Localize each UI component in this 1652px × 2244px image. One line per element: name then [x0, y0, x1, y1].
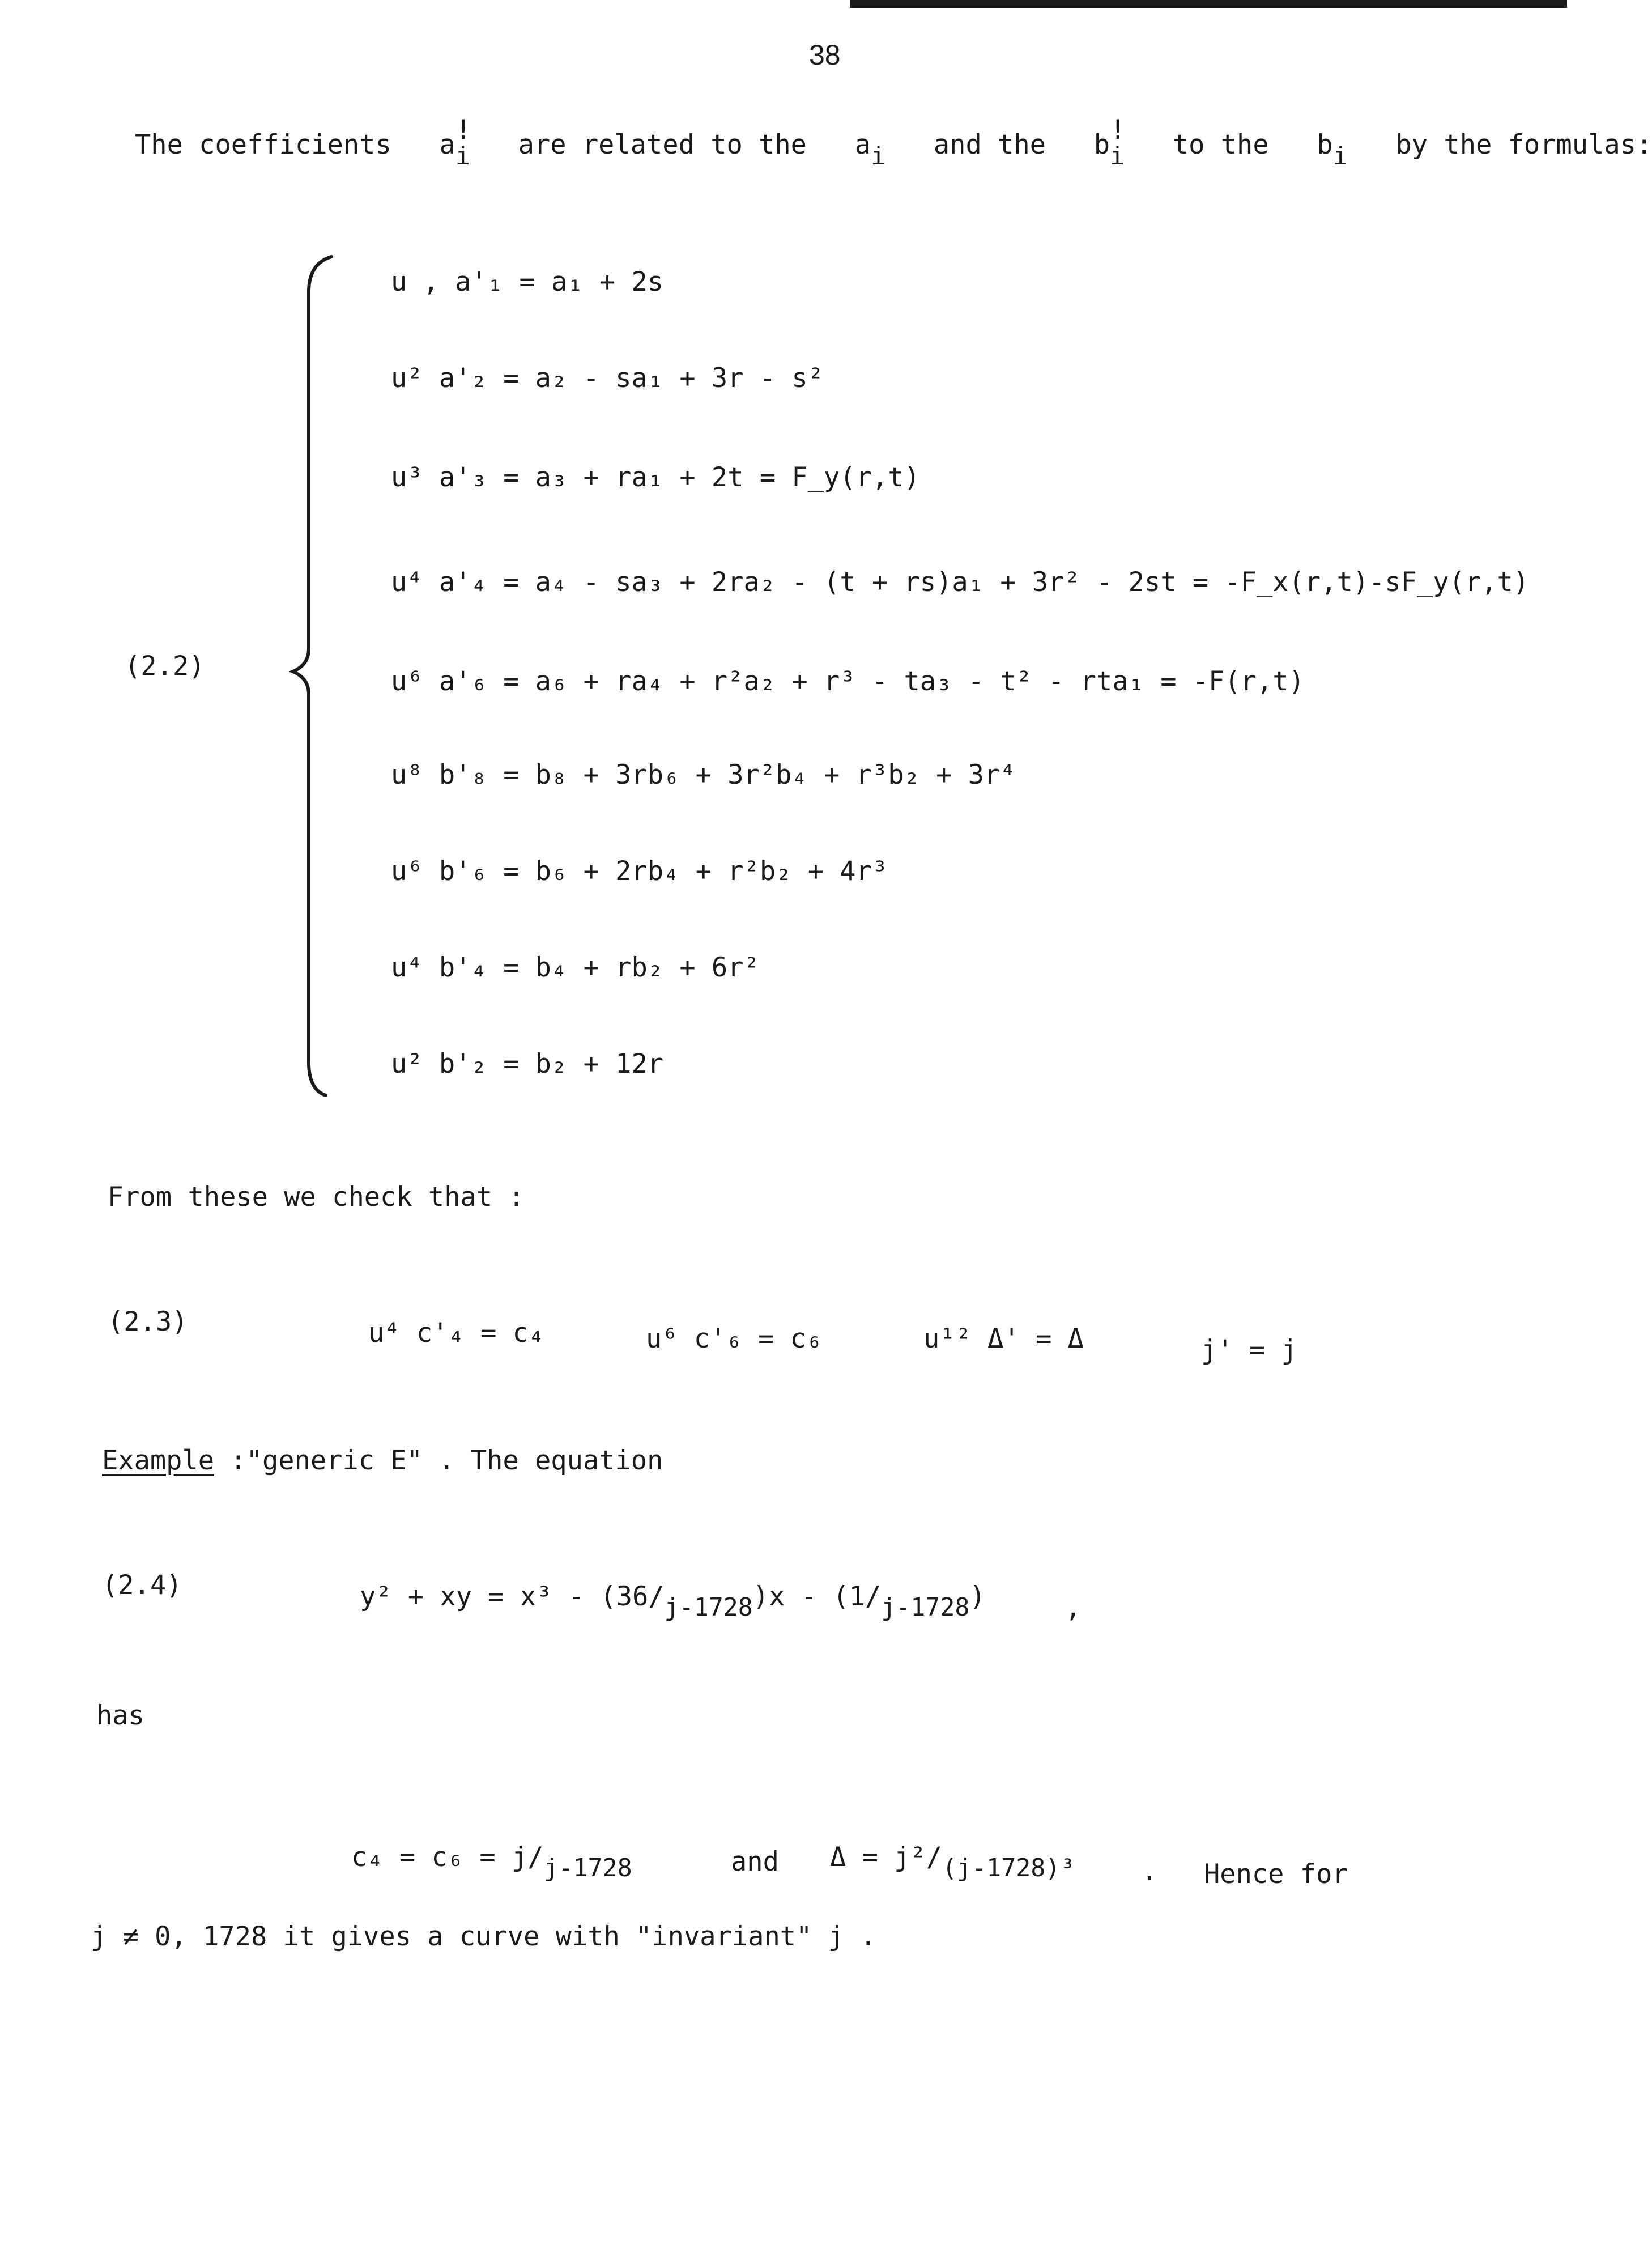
- b-i-symbol: bi: [1317, 129, 1348, 171]
- page-number: 38: [809, 39, 841, 71]
- a-i-prime-symbol: a ! i: [439, 114, 472, 171]
- intro-sentence: [135, 114, 1652, 171]
- final-line: j ≠ 0, 1728 it gives a curve with "invariant" j .: [91, 1921, 876, 1952]
- equation-row: u , a'₁ = a₁ + 2s: [391, 266, 664, 298]
- intro-text-4: to the: [1172, 129, 1269, 160]
- c-formula: $c_4 = c_6 = j/_{j-1728}$: [351, 1842, 632, 1883]
- equation-row: u⁶ a'₆ = a₆ + ra₄ + r²a₂ + r³ - ta₃ - t² - rta₁ = -F(r,t): [391, 666, 1305, 697]
- example-line: [102, 1445, 663, 1476]
- system-brace: [286, 252, 348, 1099]
- intro-text-1: The coefficients: [135, 129, 391, 160]
- has-text: has: [96, 1700, 144, 1731]
- intro-text-2: are related to the: [518, 129, 807, 160]
- example-rest: :"generic E" . The equation: [230, 1445, 663, 1476]
- label-2-3: (2.3): [108, 1306, 188, 1337]
- a-i-symbol: ai: [854, 129, 886, 171]
- hence-text: Hence for: [1204, 1859, 1348, 1890]
- page-top-border: [850, 0, 1567, 8]
- intro-text-3: and the: [933, 129, 1046, 160]
- example-word: Example: [102, 1445, 215, 1476]
- equation-2-4: y² + xy = $x^3 - (36/_{j-1728})x - (1/_{j-1728})$: [360, 1581, 986, 1622]
- check-text: From these we check that :: [108, 1182, 525, 1213]
- system-label: (2.2): [125, 651, 205, 682]
- equation-row: u⁸ b'₈ = b₈ + 3rb₆ + 3r²b₄ + r³b₂ + 3r⁴: [391, 759, 1016, 790]
- j-invariant: j' = j: [1201, 1334, 1297, 1366]
- equation-2-4-comma: ,: [1065, 1592, 1082, 1624]
- and-text: and: [731, 1846, 779, 1877]
- equation-row: u² a'₂ = a₂ - sa₁ + 3r - s²: [391, 363, 824, 394]
- equation-row: u³ a'₃ = a₃ + ra₁ + 2t = F_y(r,t): [391, 462, 920, 493]
- result-dot: .: [1142, 1856, 1158, 1887]
- equation-row: u⁴ b'₄ = b₄ + rb₂ + 6r²: [391, 952, 760, 983]
- equation-row: u⁴ a'₄ = a₄ - sa₃ + 2ra₂ - (t + rs)a₁ + 3r² - 2st = -F_x(r,t)-sF_y(r,t): [391, 567, 1530, 598]
- equation-row: u² b'₂ = b₂ + 12r: [391, 1048, 664, 1080]
- c6-invariant: u⁶ c'₆ = c₆: [646, 1323, 823, 1354]
- delta-formula: $\Delta = j^2/_{(j-1728)^3}$: [830, 1842, 1075, 1883]
- b-i-prime-symbol: b ! i: [1093, 114, 1126, 171]
- c4-invariant: u⁴ c'₄ = c₄: [368, 1318, 545, 1349]
- intro-text-5: by the formulas:: [1395, 129, 1652, 160]
- equation-row: u⁶ b'₆ = b₆ + 2rb₄ + r²b₂ + 4r³: [391, 856, 888, 887]
- delta-invariant: u¹² Δ' = Δ: [923, 1323, 1084, 1354]
- label-2-4: (2.4): [102, 1570, 182, 1601]
